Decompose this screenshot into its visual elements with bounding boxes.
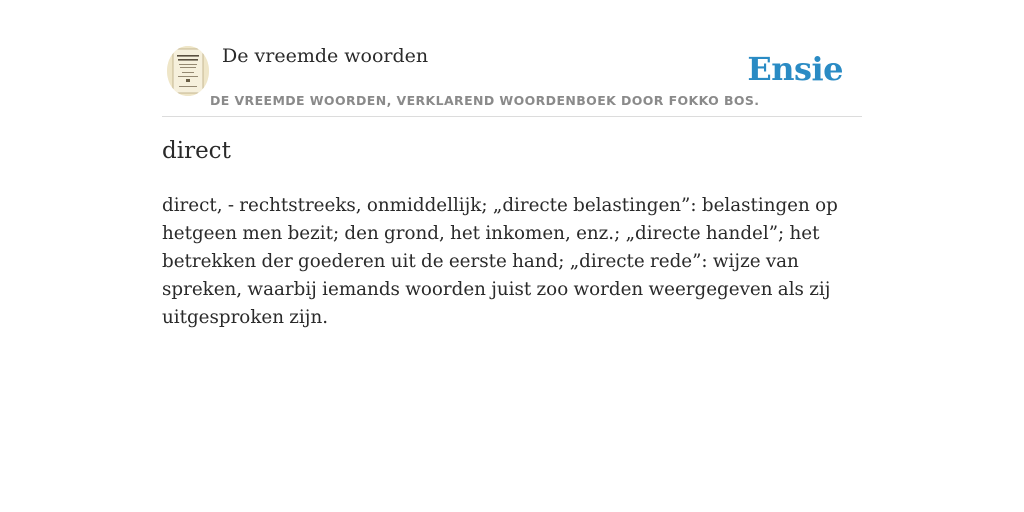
source-subtitle: DE VREEMDE WOORDEN, VERKLAREND WOORDENBOEK DOOR FOKKO BOS. [210,93,760,108]
book-cover-icon[interactable] [167,46,209,96]
source-header [162,40,862,117]
entry-headword: direct [162,138,231,164]
ensie-logo-link[interactable]: Ensie [747,50,843,88]
source-title-link[interactable]: De vreemde woorden [222,45,429,67]
entry-definition: direct, - rechtstreeks, onmiddellijk; „directe belastingen”: belastingen op hetgeen men bezit; den grond, het inkomen, enz.; „directe handel”; het betrekken der goederen uit de eerste hand; „directe rede”: wijze van spreken, waarbij iemands woorden juist zoo worden weergegeven als zij uitgesproken zijn. [162,195,838,328]
